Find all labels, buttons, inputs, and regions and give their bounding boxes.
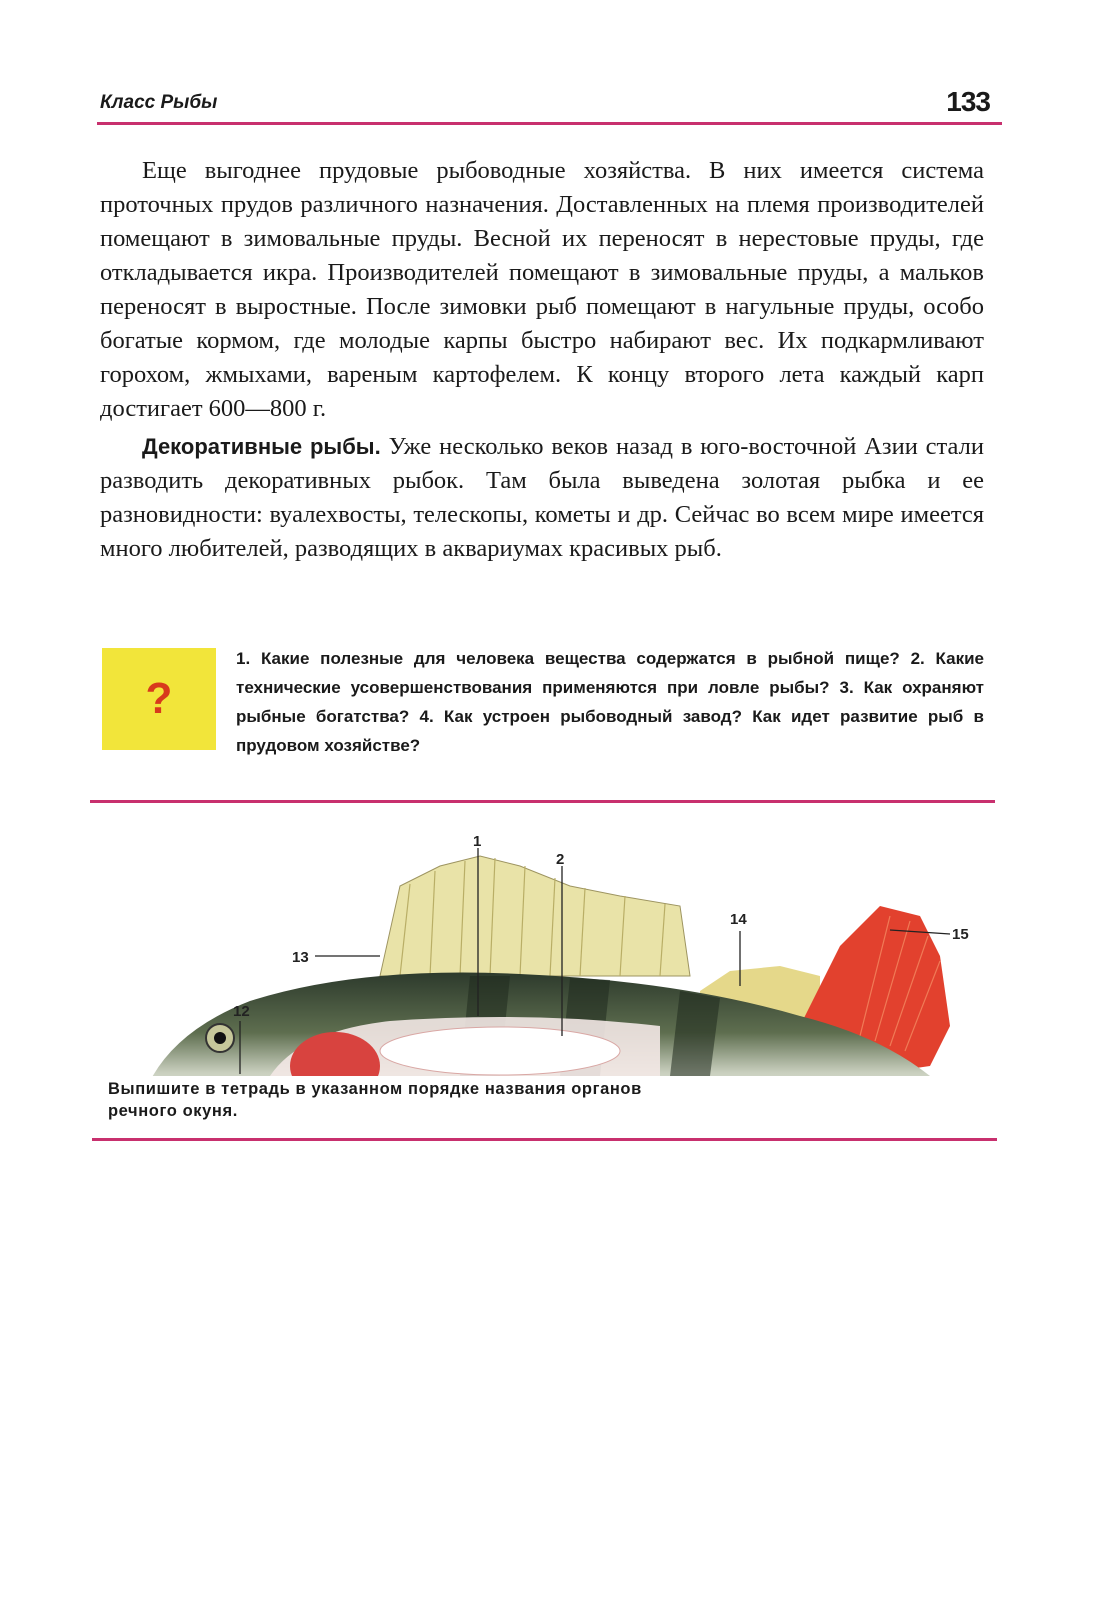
section-title: Класс Рыбы xyxy=(100,92,218,113)
perch-anatomy-figure xyxy=(100,826,1000,1076)
label-13: 13 xyxy=(292,949,309,966)
label-12: 12 xyxy=(233,1003,250,1020)
label-1: 1 xyxy=(473,833,482,850)
pupil xyxy=(214,1032,226,1044)
footer-divider xyxy=(92,1138,997,1141)
page-number: 133 xyxy=(946,86,990,117)
dorsal-fin xyxy=(380,856,690,976)
header-divider xyxy=(97,122,1002,125)
label-2: 2 xyxy=(556,851,565,868)
swim-bladder xyxy=(380,1027,620,1075)
figure-caption: Выпишите в тетрадь в указанном порядке названия органов речного окуня. xyxy=(108,1080,642,1120)
main-text xyxy=(100,154,984,566)
paragraph-text: Уже несколько веков назад в юго-восточной Азии стали разводить декоративных рыбок. Там была выведена золотая рыбка и ее разновидности: вуалехвосты, телескопы, кометы и др. Сейчас во всем мире имеется много любителей, разводящих в аквариумах красивых рыб. xyxy=(100,433,984,562)
question-box xyxy=(102,648,216,750)
review-questions: 1. Какие полезные для человека вещества содержатся в рыбной пище? 2. Какие технические усовершенствования применяются при ловле рыбы? 3. Как охраняют рыбные богатства? 4. Как устроен рыбоводный завод? Как идет развитие рыб в прудовом хозяйстве? xyxy=(236,649,984,755)
paragraph-decorative xyxy=(100,430,984,566)
paragraph-ponds: Еще выгоднее прудовые рыбоводные хозяйства. В них имеется система проточных прудов различного назначения. Доставленных на племя производителей помещают в зимовальные пруды. Весной их переносят в нерестовые пруды, где откладывается икра. Производителей помещают в зимовальные пруды, а мальков переносят в выростные. После зимовки рыб помещают в нагульные пруды, особо богатые кормом, где молодые карпы быстро набирают вес. Их подкармливают горохом, жмыхами, вареным картофелем. К концу второго лета каждый карп достигает 600—800 г. xyxy=(100,157,984,422)
figure-top-divider xyxy=(90,800,995,803)
paragraph-heading: Декоративные рыбы. xyxy=(142,434,381,459)
label-15: 15 xyxy=(952,926,969,943)
label-14: 14 xyxy=(730,911,747,928)
question-mark-icon: ? xyxy=(145,674,173,723)
